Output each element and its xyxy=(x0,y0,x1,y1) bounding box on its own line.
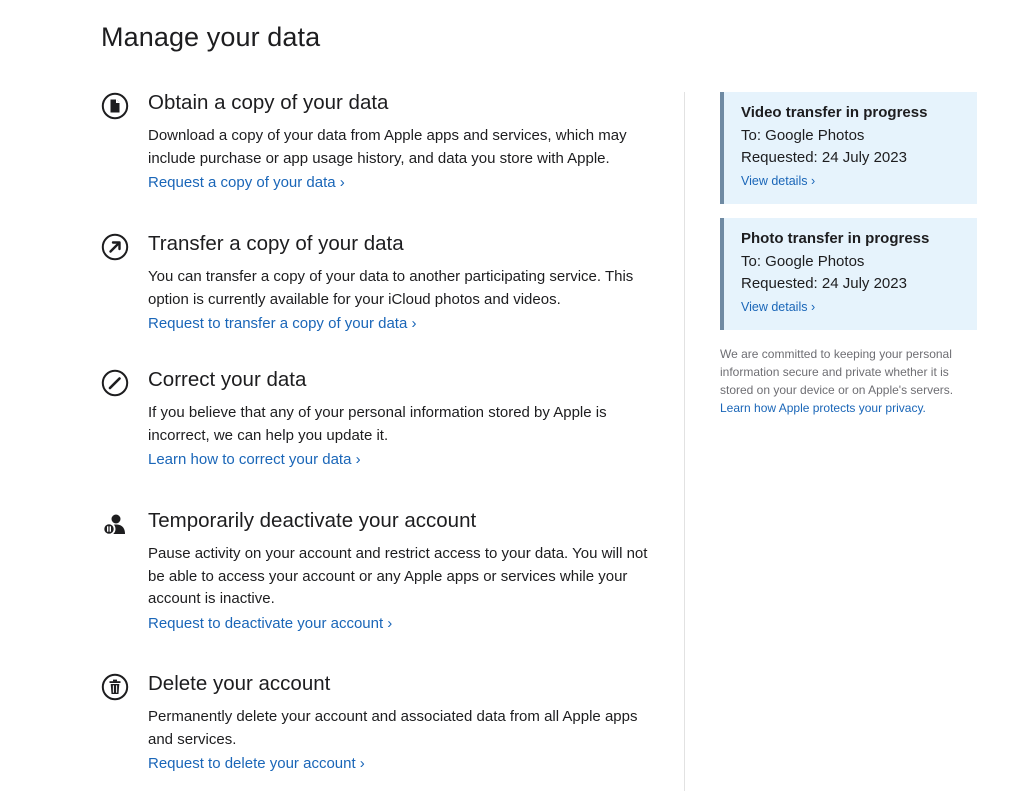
page-title: Manage your data xyxy=(101,22,321,52)
section-heading: Correct your data xyxy=(148,368,307,391)
column-divider xyxy=(684,92,685,791)
section-description: Permanently delete your account and associated data from all Apple apps and services. xyxy=(148,708,638,748)
person-pause-icon xyxy=(101,510,129,538)
request-deactivate-link[interactable]: Request to deactivate your account › xyxy=(148,615,393,632)
privacy-note xyxy=(720,345,980,417)
video-transfer-card xyxy=(720,92,977,204)
section-heading: Delete your account xyxy=(148,672,331,695)
photo-transfer-card xyxy=(720,218,977,330)
card-destination: To: Google Photos xyxy=(741,127,865,144)
card-title: Video transfer in progress xyxy=(741,104,928,121)
section-description: Download a copy of your data from Apple apps and services, which may include purchase or app usage history, and data you store with Apple. xyxy=(148,127,627,167)
card-title: Photo transfer in progress xyxy=(741,230,930,247)
card-requested-date: Requested: 24 July 2023 xyxy=(741,275,907,292)
card-requested-date: Requested: 24 July 2023 xyxy=(741,149,907,166)
section-description: You can transfer a copy of your data to another participating service. This option is currently available for your iCloud photos and videos. xyxy=(148,268,634,308)
arrow-up-right-icon xyxy=(101,233,129,261)
view-details-link[interactable]: View details › xyxy=(741,300,816,314)
trash-icon xyxy=(101,673,129,701)
section-description: Pause activity on your account and restrict access to your data. You will not be able to access your account or any Apple apps or services while your account is inactive. xyxy=(148,545,648,607)
card-destination: To: Google Photos xyxy=(741,253,865,270)
section-description: If you believe that any of your personal information stored by Apple is incorrect, we can help you update it. xyxy=(148,404,607,444)
section-heading: Transfer a copy of your data xyxy=(148,232,404,255)
pencil-icon xyxy=(101,369,129,397)
correct-data-link[interactable]: Learn how to correct your data › xyxy=(148,451,361,468)
request-copy-link[interactable]: Request a copy of your data › xyxy=(148,174,345,191)
document-icon xyxy=(101,92,129,120)
section-heading: Temporarily deactivate your account xyxy=(148,509,477,532)
privacy-link[interactable]: Learn how Apple protects your privacy. xyxy=(720,401,926,415)
request-transfer-link[interactable]: Request to transfer a copy of your data › xyxy=(148,315,417,332)
request-delete-link[interactable]: Request to delete your account › xyxy=(148,755,365,772)
section-heading: Obtain a copy of your data xyxy=(148,91,389,114)
privacy-text: We are committed to keeping your personal information secure and private whether it is stored on your device or on Apple's servers. xyxy=(720,347,954,397)
view-details-link[interactable]: View details › xyxy=(741,174,816,188)
